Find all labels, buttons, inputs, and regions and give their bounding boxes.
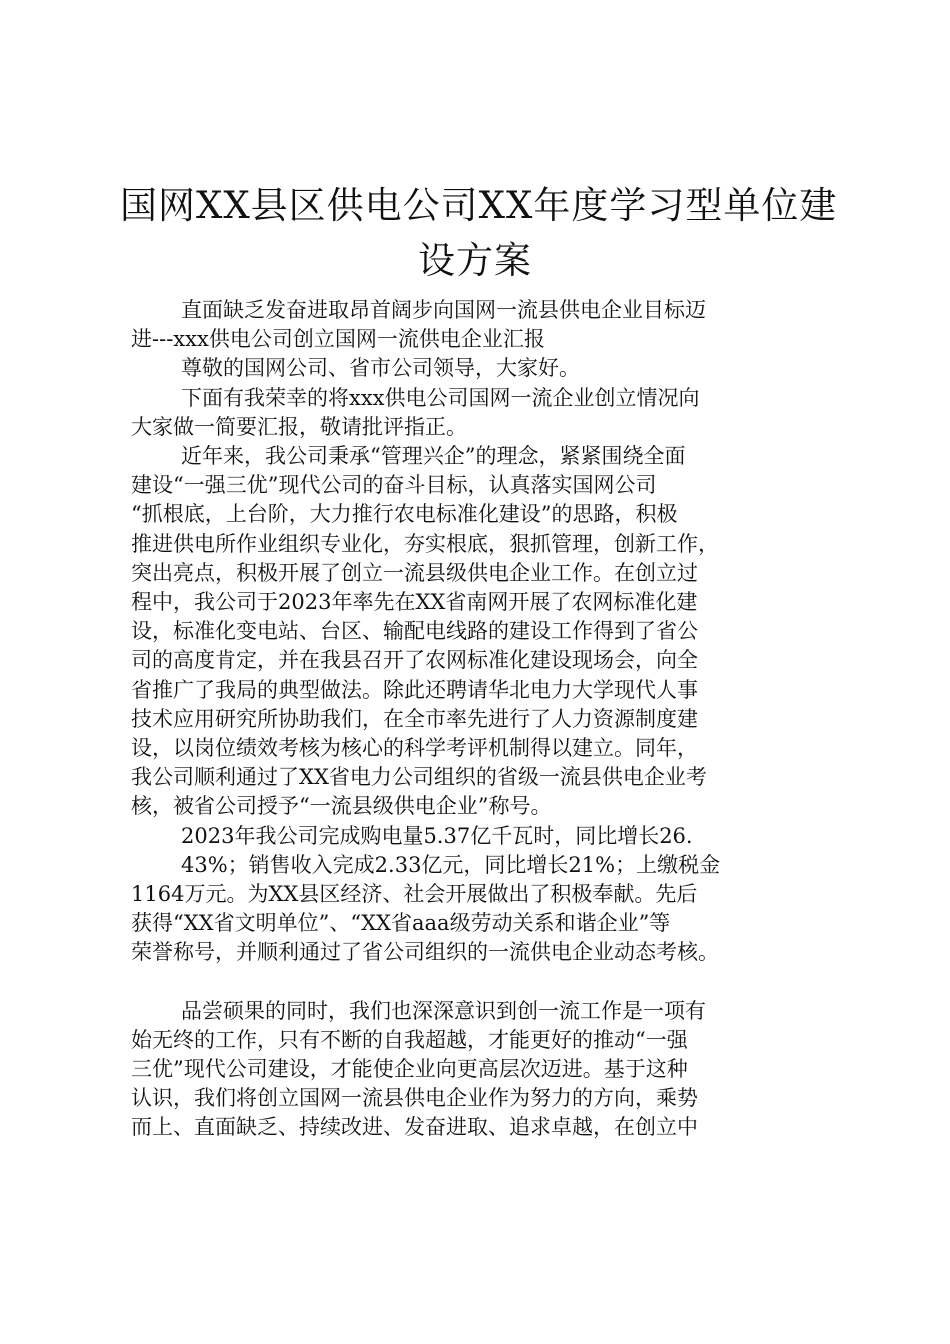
body-line: 直面缺乏发奋进取昂首阔步向国网一流县供电企业目标迈 — [181, 298, 706, 322]
body-line: 推进供电所作业组织专业化，夯实根底，狠抓管理，创新工作， — [131, 531, 719, 556]
body-line: 下面有我荣幸的将xxx供电公司国网一流企业创立情况向 — [181, 385, 700, 410]
title-line: 设方案 — [418, 239, 532, 282]
body-line: 荣誉称号，并顺利通过了省公司组织的一流供电企业动态考核。 — [131, 940, 719, 965]
body-line: 我公司顺利通过了XX省电力公司组织的省级一流县供电企业考 — [131, 765, 707, 790]
body-line: 突出亮点，积极开展了创立一流县级供电企业工作。在创立过 — [131, 560, 698, 585]
title-line: 国网XX县区供电公司XX年度学习型单位建 — [120, 184, 838, 227]
document-body — [131, 296, 846, 1143]
body-line: 建设“一强三优”现代公司的奋斗目标，认真落实国网公司 — [131, 473, 657, 498]
body-line: 2023年我公司完成购电量5.37亿千瓦时，同比增长26. — [181, 823, 693, 848]
body-line: 设，以岗位绩效考核为核心的科学考评机制得以建立。同年， — [131, 736, 698, 761]
body-line: 品尝硕果的同时，我们也深深意识到创一流工作是一项有 — [181, 998, 706, 1023]
blank-line — [131, 968, 846, 997]
body-line: 而上、直面缺乏、持续改进、发奋进取、追求卓越，在创立中 — [131, 1115, 698, 1140]
body-line: 进---xxx供电公司创立国网一流供电企业汇报 — [131, 327, 545, 352]
body-line: 43%；销售收入完成2.33亿元，同比增长21%；上缴税金 — [181, 852, 721, 877]
body-line: 1164万元。为XX县区经济、社会开展做出了积极奉献。先后 — [131, 882, 698, 907]
body-line: 核，被省公司授予“一流县级供电企业”称号。 — [131, 794, 552, 819]
body-line: 近年来，我公司秉承“管理兴企”的理念，紧紧围绕全面 — [181, 444, 686, 469]
body-line: 获得“XX省文明单位”、“XX省aaa级劳动关系和谐企业”等 — [131, 911, 671, 936]
body-line: 始无终的工作，只有不断的自我超越，才能更好的推动“一强 — [131, 1027, 688, 1052]
body-line: 司的高度肯定，并在我县召开了农网标准化建设现场会，向全 — [131, 648, 698, 673]
body-line: 尊敬的国网公司、省市公司领导，大家好。 — [181, 356, 580, 381]
body-line: 设，标准化变电站、台区、输配电线路的建设工作得到了省公 — [131, 619, 698, 644]
body-line: 三优”现代公司建设，才能使企业向更高层次迈进。基于这种 — [131, 1057, 688, 1082]
body-line: 技术应用研究所协助我们，在全市率先进行了人力资源制度建 — [131, 706, 698, 731]
body-line: 认识，我们将创立国网一流县供电企业作为努力的方向，乘势 — [131, 1086, 698, 1111]
document-title — [120, 178, 838, 288]
body-line: 大家做一简要汇报，敬请批评指正。 — [131, 414, 467, 439]
body-line: 程中，我公司于2023年率先在XX省南网开展了农网标准化建 — [131, 590, 698, 615]
body-line: 省推广了我局的典型做法。除此还聘请华北电力大学现代人事 — [131, 677, 698, 702]
body-line: “抓根底，上台阶，大力推行农电标准化建设”的思路，积极 — [131, 502, 678, 527]
